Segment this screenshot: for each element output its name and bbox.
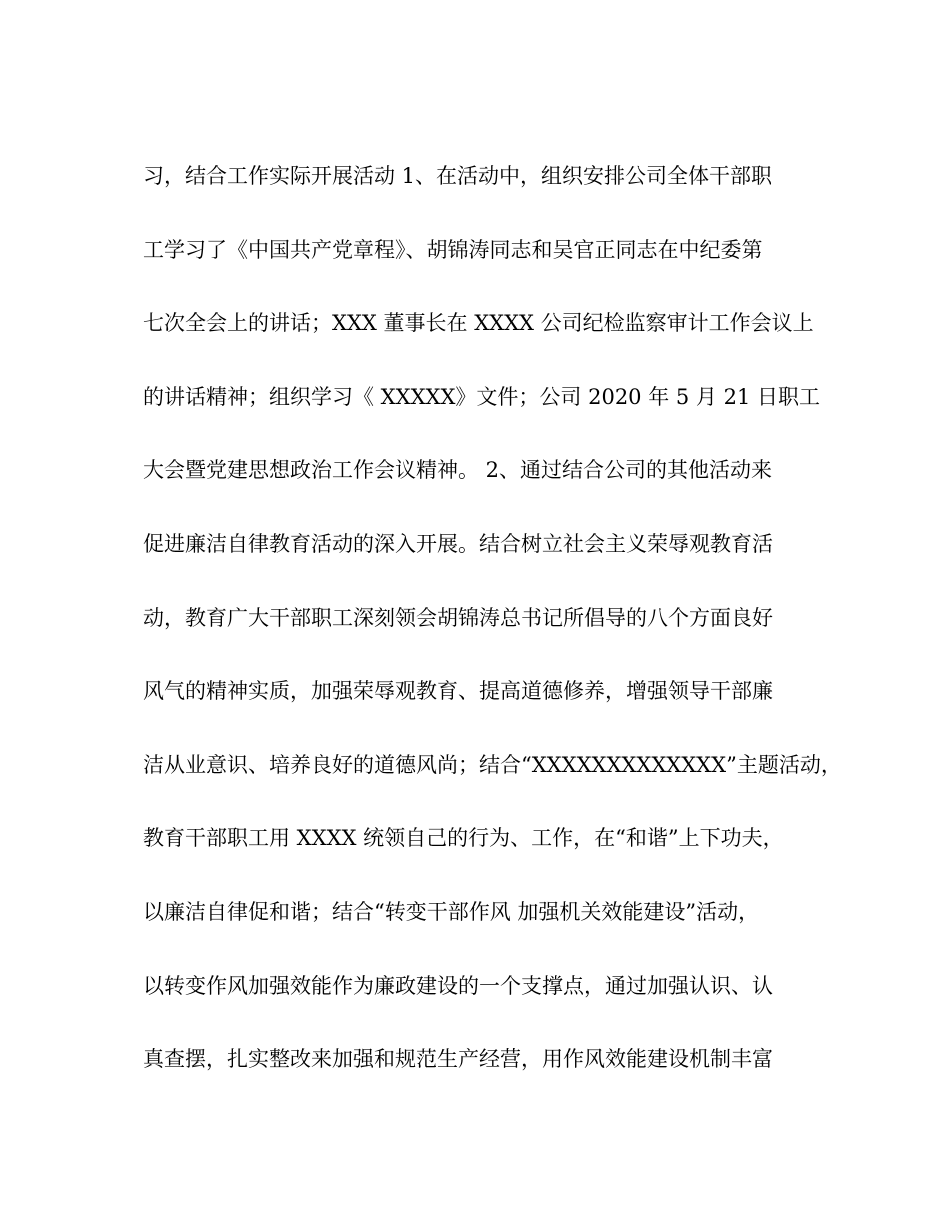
text-line: 以廉洁自律促和谐；结合“转变干部作风 加强机关效能建设”活动， bbox=[143, 899, 760, 924]
text-line: 工学习了《中国共产党章程》、胡锦涛同志和吴官正同志在中纪委第 bbox=[143, 237, 763, 262]
text-line: 习，结合工作实际开展活动 1、在活动中，组织安排公司全体干部职 bbox=[143, 164, 773, 188]
text-line: 的讲话精神；组织学习《 XXXXX》文件；公司 2020 年 5 月 21 日职工 bbox=[143, 384, 821, 409]
text-line: 风气的精神实质，加强荣辱观教育、提高道德修养，增强领导干部廉 bbox=[143, 679, 773, 704]
text-line: 洁从业意识、培养良好的道德风尚；结合“XXXXXXXXXXXXX”主题活动， bbox=[143, 752, 842, 777]
text-line: 教育干部职工用 XXXX 统领自己的行为、工作，在“和谐”上下功夫， bbox=[143, 826, 784, 851]
text-line: 动，教育广大干部职工深刻领会胡锦涛总书记所倡导的八个方面良好 bbox=[143, 605, 773, 630]
document-body bbox=[143, 140, 842, 1097]
text-line: 七次全会上的讲话；XXX 董事长在 XXXX 公司纪检监察审计工作会议上 bbox=[143, 311, 814, 336]
text-line: 大会暨党建思想政治工作会议精神。 2、通过结合公司的其他活动来 bbox=[143, 458, 773, 483]
text-line: 以转变作风加强效能作为廉政建设的一个支撑点，通过加强认识、认 bbox=[143, 973, 773, 998]
text-line: 促进廉洁自律教育活动的深入开展。结合树立社会主义荣辱观教育活 bbox=[143, 531, 773, 556]
text-line: 真查摆，扎实整改来加强和规范生产经营，用作风效能建设机制丰富 bbox=[143, 1047, 773, 1072]
